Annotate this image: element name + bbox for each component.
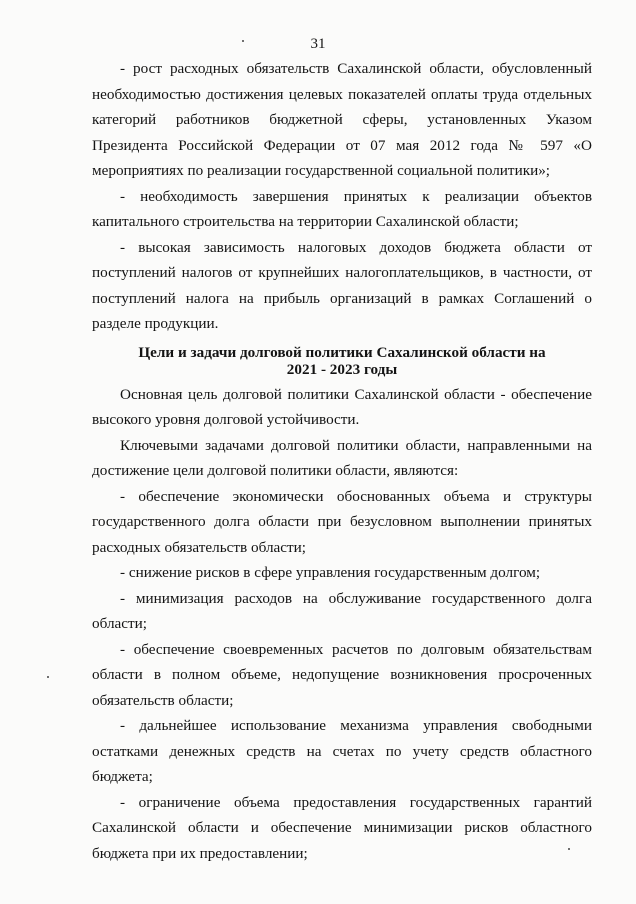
paragraph-tax-dependency: - высокая зависимость налоговых доходов бюджета области от поступлений налогов от крупнейших налогоплательщиков, в частности, от поступлений налога на прибыль организаций в рамках Соглашений о разделе продукции. — [92, 238, 592, 332]
list-item-cash-management: - дальнейшее использование механизма управления свободными остатками денежных средств на счетах по учету средств областного бюджета; — [92, 717, 592, 785]
paragraph-construction-completion: - необходимость завершения принятых к реализации объектов капитального строительства на территории Сахалинской области; — [92, 187, 592, 230]
document-body — [92, 56, 592, 866]
paragraph-key-tasks-intro: Ключевыми задачами долговой политики области, направленными на достижение цели долговой политики области, являются: — [92, 436, 592, 479]
scan-speck — [47, 676, 49, 678]
list-item-debt-structure: - обеспечение экономически обоснованных объема и структуры государственного долга области при безусловном выполнении принятых расходных обязательств области; — [92, 487, 592, 556]
list-item-risk-reduction: - снижение рисков в сфере управления государственным долгом; — [120, 564, 541, 581]
scan-speck — [568, 848, 570, 850]
scan-speck — [242, 40, 244, 42]
list-item-timely-settlements: - обеспечение своевременных расчетов по долговым обязательствам области в полном объеме, недопущение возникновения просроченных обязательств области; — [92, 640, 592, 709]
list-item-guarantee-limits: - ограничение объема предоставления государственных гарантий Сахалинской области и обеспечение минимизации рисков областного бюджета при их предоставлении; — [92, 793, 592, 862]
page-number: 31 — [310, 36, 326, 52]
section-heading — [92, 344, 592, 378]
paragraph-expenditure-growth: - рост расходных обязательств Сахалинской области, обусловленный необходимостью достижения целевых показателей оплаты труда отдельных категорий работников бюджетной сферы, установленных Указом Президента Российской Федерации от 07 мая 2012 года № 597 «О мероприятиях по реализации государственной социальной политики»; — [92, 60, 592, 179]
list-item-cost-minimization: - минимизация расходов на обслуживание государственного долга области; — [92, 589, 592, 632]
section-heading-line-1: Цели и задачи долговой политики Сахалинской области на — [138, 343, 546, 361]
paragraph-main-goal: Основная цель долговой политики Сахалинской области - обеспечение высокого уровня долговой устойчивости. — [92, 385, 592, 428]
section-heading-line-2: 2021 - 2023 годы — [286, 360, 398, 378]
